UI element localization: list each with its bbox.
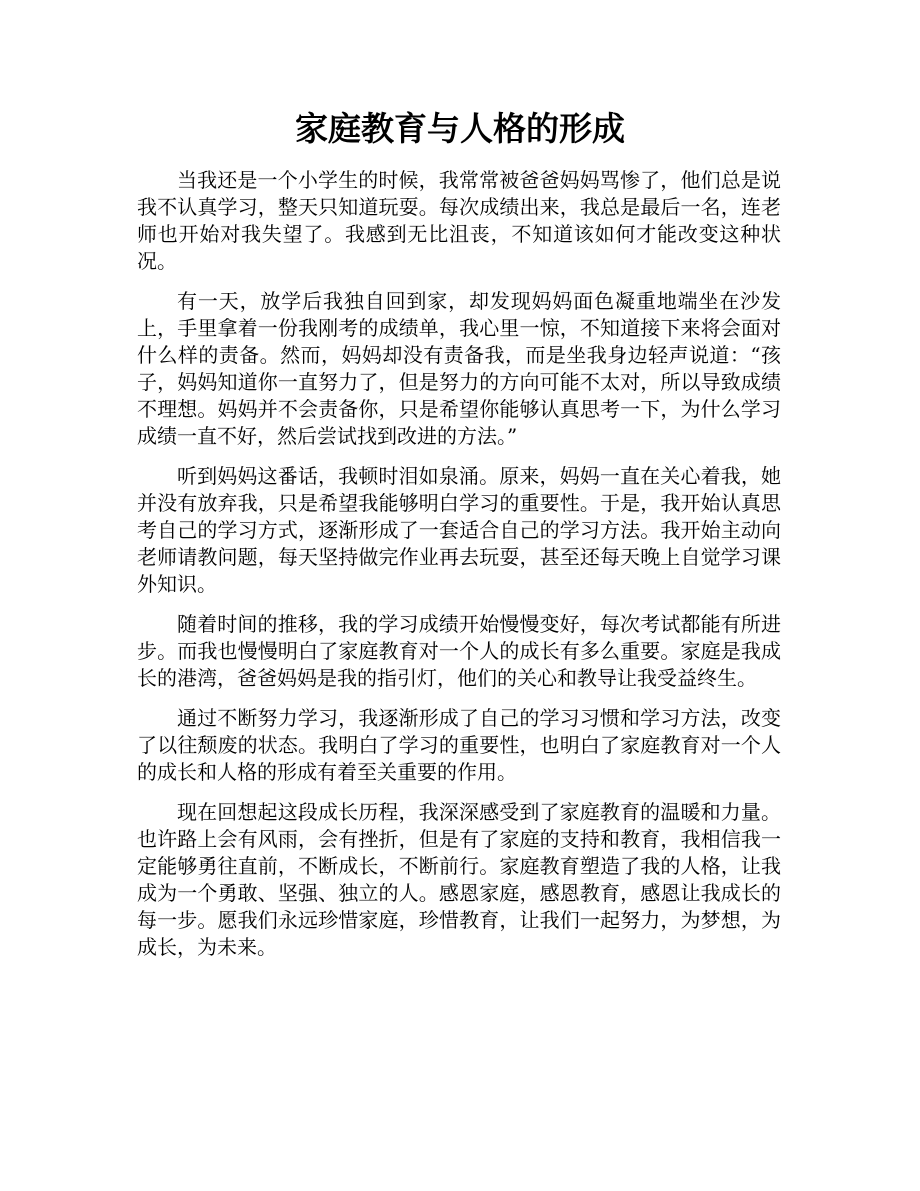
paragraph-5: 通过不断努力学习，我逐渐形成了自己的学习习惯和学习方法，改变了以往颓废的状态。我明白了学习的重要性，也明白了家庭教育对一个人的成长和人格的形成有着至关重要的作用。 <box>137 706 781 784</box>
document-body <box>137 167 781 974</box>
paragraph-3: 听到妈妈这番话，我顿时泪如泉涌。原来，妈妈一直在关心着我，她并没有放弃我，只是希望我能够明白学习的重要性。于是，我开始认真思考自己的学习方式，逐渐形成了一套适合自己的学习方法。我开始主动向老师请教问题，每天坚持做完作业再去玩耍，甚至还每天晚上自觉学习课外知识。 <box>137 464 781 596</box>
document-title: 家庭教育与人格的形成 <box>295 109 625 148</box>
paragraph-2: 有一天，放学后我独自回到家，却发现妈妈面色凝重地端坐在沙发上，手里拿着一份我刚考的成绩单，我心里一惊，不知道接下来将会面对什么样的责备。然而，妈妈却没有责备我，而是坐我身边轻声说道：“孩子，妈妈知道你一直努力了，但是努力的方向可能不太对，所以导致成绩不理想。妈妈并不会责备你，只是希望你能够认真思考一下，为什么学习成绩一直不好，然后尝试找到改进的方法。” <box>137 289 781 448</box>
paragraph-6: 现在回想起这段成长历程，我深深感受到了家庭教育的温暖和力量。也许路上会有风雨，会有挫折，但是有了家庭的支持和教育，我相信我一定能够勇往直前，不断成长，不断前行。家庭教育塑造了我的人格，让我成为一个勇敢、坚强、独立的人。感恩家庭，感恩教育，感恩让我成长的每一步。愿我们永远珍惜家庭，珍惜教育，让我们一起努力，为梦想，为成长，为未来。 <box>137 800 781 959</box>
paragraph-1: 当我还是一个小学生的时候，我常常被爸爸妈妈骂惨了，他们总是说我不认真学习，整天只知道玩耍。每次成绩出来，我总是最后一名，连老师也开始对我失望了。我感到无比沮丧，不知道该如何才能改变这种状况。 <box>137 168 781 273</box>
paragraph-4: 随着时间的推移，我的学习成绩开始慢慢变好，每次考试都能有所进步。而我也慢慢明白了家庭教育对一个人的成长有多么重要。家庭是我成长的港湾，爸爸妈妈是我的指引灯，他们的关心和教导让我受益终生。 <box>137 612 781 690</box>
